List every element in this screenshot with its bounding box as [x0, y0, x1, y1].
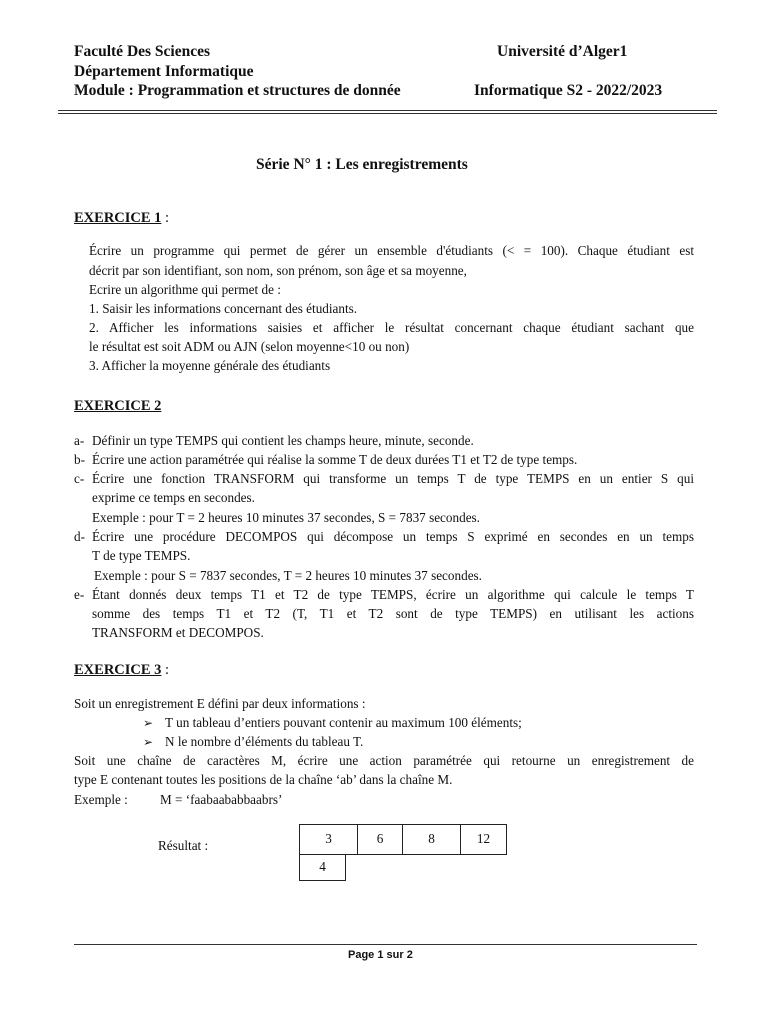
result-label: Résultat :	[158, 838, 209, 853]
ex2-e-label: e-	[74, 587, 85, 602]
ex3-example-label: Exemple :	[74, 792, 128, 807]
faculty-name: Faculté Des Sciences	[74, 43, 211, 60]
ex2-e-line-2: somme des temps T1 et T2 (T, T1 et T2 sont de type TEMPS) en utilisant les actions	[92, 606, 694, 621]
ex3-intro: Soit un enregistrement E défini par deux informations :	[74, 696, 366, 711]
ex1-line-5: 2. Afficher les informations saisies et afficher le résultat concernant chaque étudiant sachant que	[89, 320, 694, 335]
result-cell: 3	[299, 824, 358, 855]
department-name: Département Informatique	[74, 63, 254, 80]
result-cell: 6	[357, 824, 403, 855]
ex2-c-example: Exemple : pour T = 2 heures 10 minutes 37 secondes, S = 7837 secondes.	[92, 510, 480, 525]
header-divider-inner	[58, 113, 717, 114]
ex1-line-3: Ecrire un algorithme qui permet de :	[89, 282, 281, 297]
footer-divider	[74, 944, 697, 945]
academic-year: Informatique S2 - 2022/2023	[474, 82, 663, 99]
ex2-e-line-3: TRANSFORM et DECOMPOS.	[92, 625, 264, 640]
ex1-line-2: décrit par son identifiant, son nom, son prénom, son âge et sa moyenne,	[89, 263, 467, 278]
bullet-arrow-icon: ➢	[143, 716, 154, 730]
result-cell: 12	[460, 824, 507, 855]
ex2-b-text: Écrire une action paramétrée qui réalise la somme T de deux durées T1 et T2 de type temps.	[92, 452, 578, 467]
exercise-2-title: EXERCICE 2	[74, 398, 162, 414]
ex2-d-line-2: T de type TEMPS.	[92, 548, 191, 563]
page-title: Série N° 1 : Les enregistrements	[256, 156, 468, 173]
result-cell: 4	[299, 854, 346, 881]
ex2-b-label: b-	[74, 452, 85, 467]
bullet-arrow-icon: ➢	[143, 735, 154, 749]
exercise-1-title: EXERCICE 1	[74, 210, 162, 226]
ex1-line-1: Écrire un programme qui permet de gérer un ensemble d'étudiants (< = 100). Chaque étudiant est	[89, 243, 694, 258]
module-name: Module : Programmation et structures de donnée	[74, 82, 401, 99]
exercise-3-heading	[74, 661, 169, 679]
ex3-bullet-1: T un tableau d’entiers pouvant contenir au maximum 100 éléments;	[165, 715, 522, 730]
ex3-example-value: M = ‘faabaababbaabrs’	[160, 792, 283, 807]
ex2-e-line-1: Étant donnés deux temps T1 et T2 de type TEMPS, écrire un algorithme qui calcule le temps T	[92, 587, 694, 602]
ex2-c-line-2: exprime ce temps en secondes.	[92, 490, 255, 505]
ex2-d-example: Exemple : pour S = 7837 secondes, T = 2 heures 10 minutes 37 secondes.	[94, 568, 482, 583]
ex2-d-label: d-	[74, 529, 85, 544]
university-name: Université d’Alger1	[497, 43, 628, 60]
ex1-line-7: 3. Afficher la moyenne générale des étudiants	[89, 358, 331, 373]
ex2-c-line-1: Écrire une fonction TRANSFORM qui transforme un temps T de type TEMPS en un entier S qui	[92, 471, 694, 486]
exercise-3-colon: :	[161, 662, 170, 678]
exercise-1-heading	[74, 209, 169, 227]
header-divider	[58, 110, 717, 111]
ex3-para-line-1: Soit une chaîne de caractères M, écrire une action paramétrée qui retourne un enregistrement de	[74, 753, 694, 768]
exercise-3-title: EXERCICE 3	[74, 662, 162, 678]
result-cell: 8	[402, 824, 461, 855]
ex3-bullet-2: N le nombre d’éléments du tableau T.	[165, 734, 364, 749]
ex2-a-text: Définir un type TEMPS qui contient les champs heure, minute, seconde.	[92, 433, 474, 448]
ex1-line-4: 1. Saisir les informations concernant des étudiants.	[89, 301, 358, 316]
page-number: Page 1 sur 2	[348, 949, 413, 961]
ex2-d-line-1: Écrire une procédure DECOMPOS qui décompose un temps S exprimé en secondes en un temps	[92, 529, 694, 544]
exercise-1-colon: :	[161, 210, 170, 226]
ex3-para-line-2: type E contenant toutes les positions de la chaîne ‘ab’ dans la chaîne M.	[74, 772, 453, 787]
ex2-c-label: c-	[74, 471, 85, 486]
ex1-line-6: le résultat est soit ADM ou AJN (selon moyenne<10 ou non)	[89, 339, 410, 354]
ex2-a-label: a-	[74, 433, 85, 448]
